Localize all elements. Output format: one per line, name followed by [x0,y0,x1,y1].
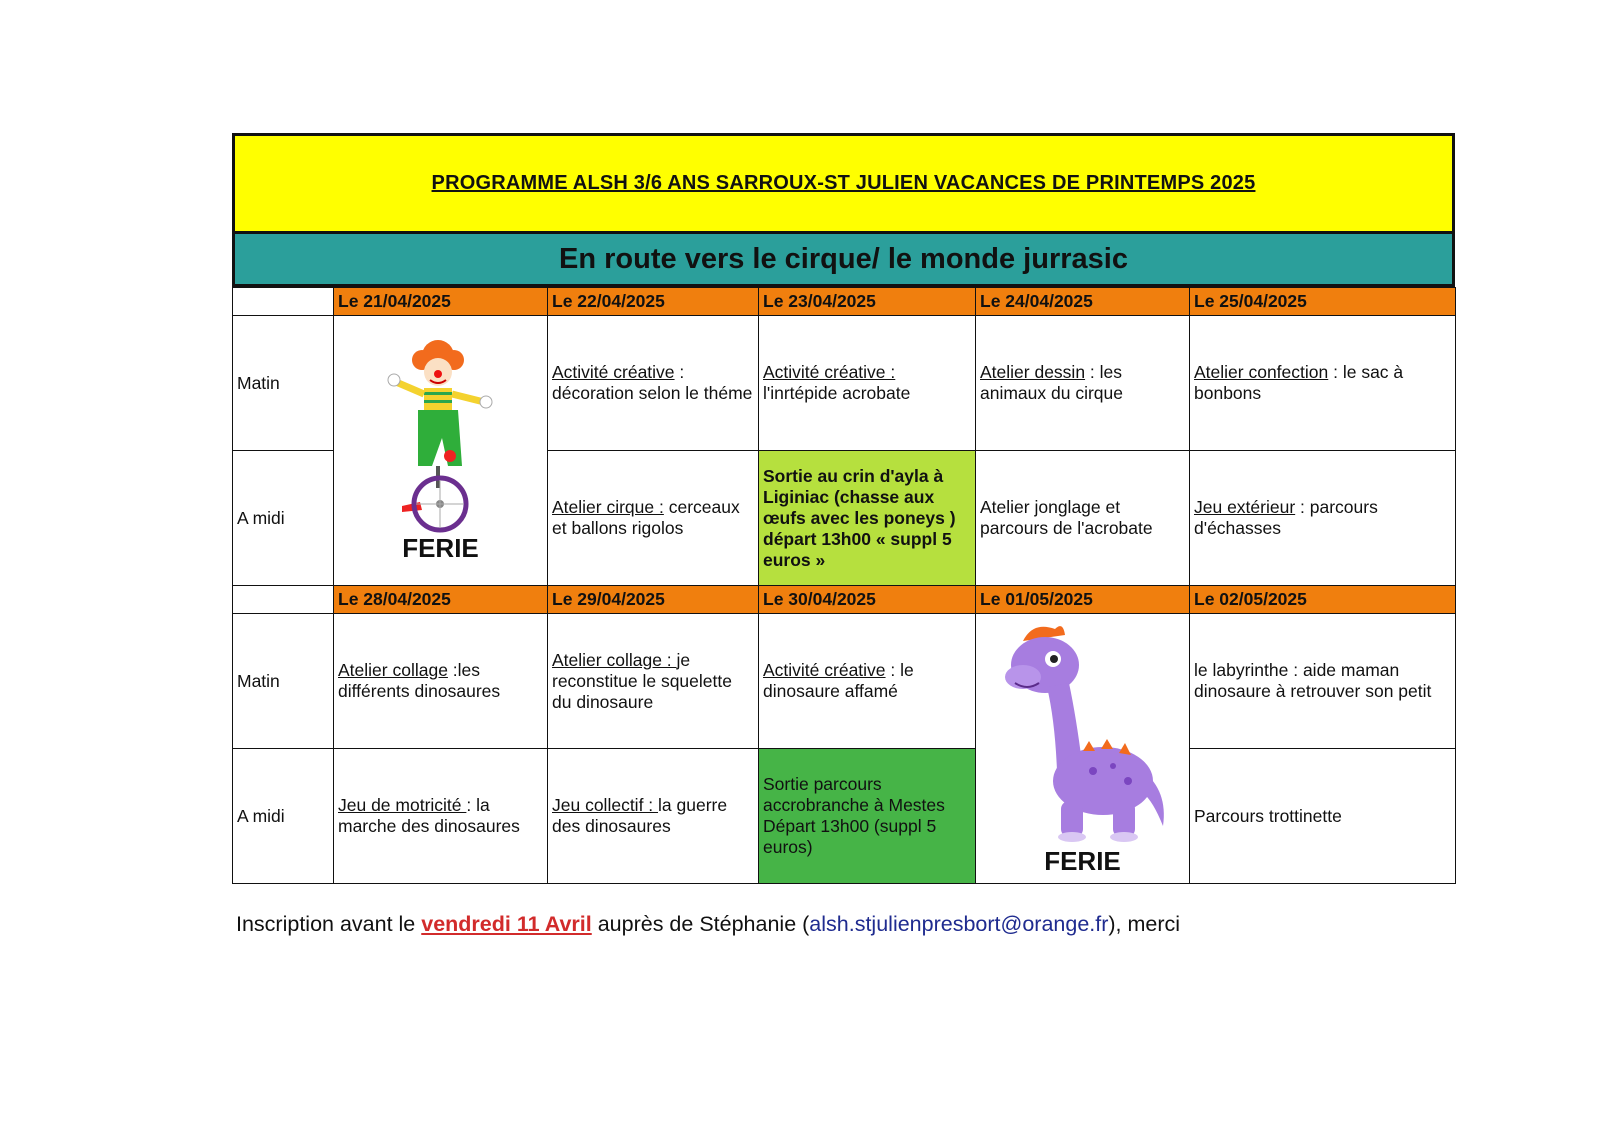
activity-desc: : le sac à bonbons [1194,362,1404,403]
activity-title: Jeu extérieur [1194,497,1296,517]
holiday-cell [334,316,548,586]
date-header: Le 25/04/2025 [1190,288,1456,316]
outing-cell [759,451,976,586]
activity-desc: le labyrinthe : aide maman dinosaure à retrouver son petit [1194,660,1432,701]
activity-title: Jeu de motricité [338,795,467,815]
date-header: Le 21/04/2025 [334,288,548,316]
row-label-afternoon: A midi [233,451,334,586]
date-header: Le 29/04/2025 [548,586,759,614]
activity-cell [1190,614,1456,749]
activity-cell [1190,451,1456,586]
activity-cell [759,316,976,451]
activity-desc: Atelier jonglage et parcours de l'acrobate [980,497,1153,538]
activity-title: Jeu collectif : [552,795,659,815]
activity-desc: Sortie au crin d'ayla à Liginiac (chasse aux œufs avec les poneys ) départ 13h00 « suppl 5 euros » [763,465,956,570]
blank-cell [233,586,334,614]
deadline-date: vendredi 11 Avril [421,912,592,936]
outing-cell [759,749,976,884]
activity-cell [759,614,976,749]
footer-suffix: ), merci [1108,912,1181,936]
date-header: Le 23/04/2025 [759,288,976,316]
activity-title: Atelier cirque : [552,497,664,517]
date-header: Le 01/05/2025 [976,586,1190,614]
date-row-week2 [233,586,1456,614]
date-header: Le 24/04/2025 [976,288,1190,316]
activity-desc: : décoration selon le théme [552,362,753,403]
date-header: Le 02/05/2025 [1190,586,1456,614]
date-header: Le 22/04/2025 [548,288,759,316]
title-banner [232,133,1455,231]
activity-title: Atelier collage [338,660,448,680]
activity-title: Activité créative [763,660,886,680]
date-header: Le 28/04/2025 [334,586,548,614]
program-title: PROGRAMME ALSH 3/6 ANS SARROUX-ST JULIEN VACANCES DE PRINTEMPS 2025 [431,172,1256,194]
schedule-table [232,287,1456,884]
morning-row [233,316,1456,451]
program-document [232,133,1455,884]
holiday-label: FERIE [402,533,479,563]
activity-desc: Sortie parcours accrobranche à Mestes Départ 13h00 (suppl 5 euros) [763,774,945,857]
activity-title: Activité créative [552,362,675,382]
activity-desc: je reconstitue le squelette du dinosaure [552,649,732,712]
theme-banner [232,231,1455,287]
afternoon-row [233,749,1456,884]
activity-desc: : les animaux du cirque [980,362,1123,403]
holiday-label: FERIE [1044,846,1121,876]
activity-desc: : la marche des dinosaures [338,795,520,836]
row-label-morning: Matin [233,316,334,451]
footer-prefix: Inscription avant le [236,912,422,936]
theme-title: En route vers le cirque/ le monde jurrasic [559,242,1128,275]
activity-desc: la guerre des dinosaures [552,795,728,836]
activity-desc: Parcours trottinette [1194,805,1342,826]
activity-cell [1190,749,1456,884]
holiday-cell [976,614,1190,884]
activity-cell [1190,316,1456,451]
activity-desc: : le dinosaure affamé [763,660,914,701]
dinosaur-illustration [993,621,1173,851]
footer-middle: auprès de Stéphanie ( [591,912,810,936]
activity-desc: l'inrtépide acrobate [763,383,911,403]
activity-title: Activité créative : [763,362,896,382]
row-label-morning: Matin [233,614,334,749]
date-header: Le 30/04/2025 [759,586,976,614]
activity-desc: : parcours d'échasses [1194,497,1378,538]
blank-cell [233,288,334,316]
activity-cell [548,614,759,749]
activity-title: Atelier collage : [552,649,677,670]
activity-title: Atelier confection [1194,362,1329,382]
activity-cell [976,316,1190,451]
activity-cell [548,451,759,586]
clown-unicycle-illustration [376,338,506,538]
activity-cell [334,749,548,884]
activity-title: Atelier dessin [980,362,1086,382]
activity-desc: :les différents dinosaures [338,660,501,701]
registration-note [236,912,1180,937]
activity-cell [334,614,548,749]
activity-cell [548,749,759,884]
activity-cell [976,451,1190,586]
activity-desc: cerceaux et ballons rigolos [552,497,740,538]
morning-row [233,614,1456,749]
row-label-afternoon: A midi [233,749,334,884]
activity-cell [548,316,759,451]
date-row-week1 [233,288,1456,316]
contact-email[interactable]: alsh.stjulienpresbort@orange.fr [809,912,1109,936]
